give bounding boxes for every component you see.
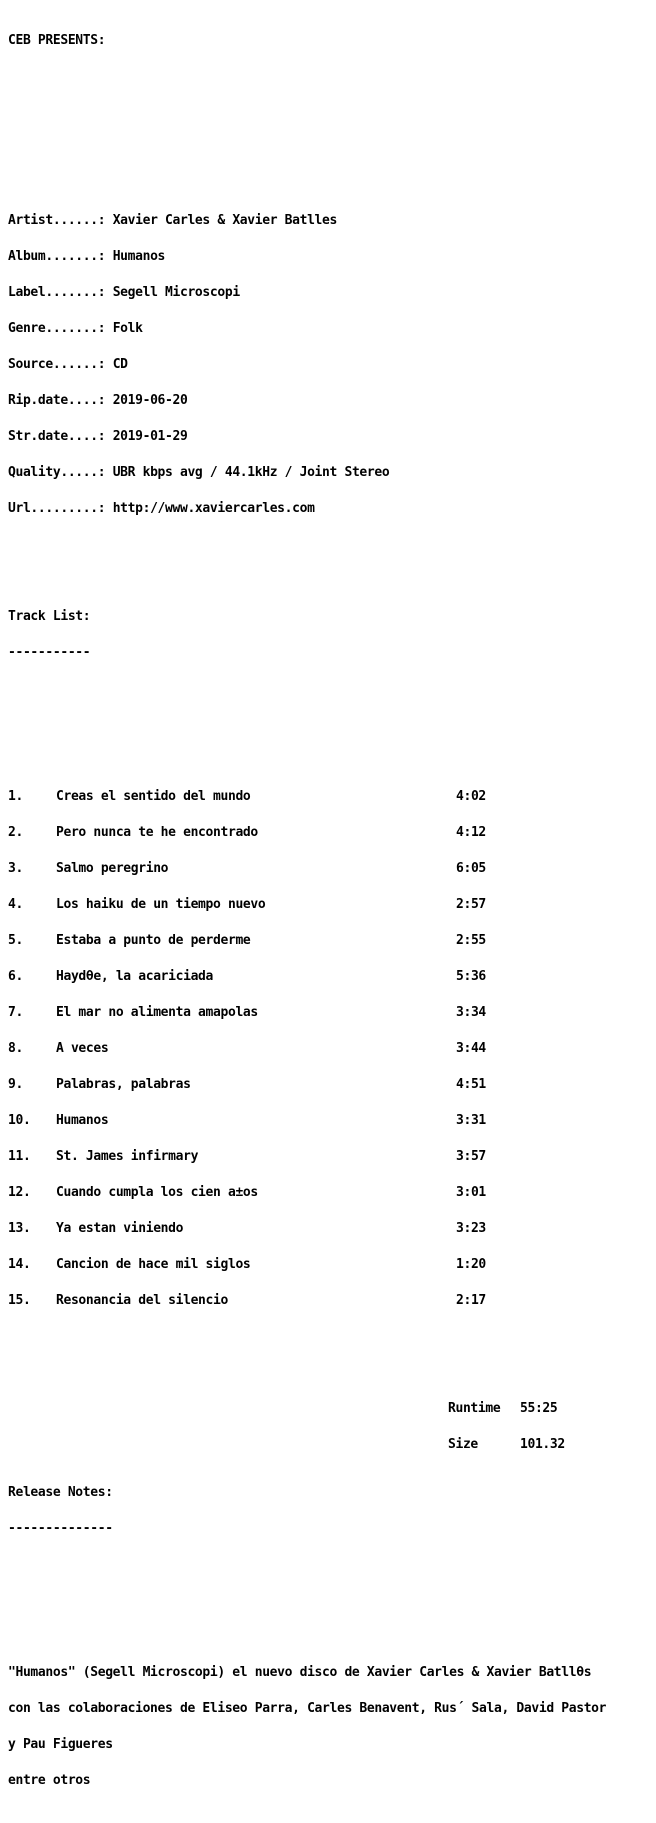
track-row	[8, 971, 606, 983]
track-list	[8, 767, 606, 1331]
info-key: Artist......:	[8, 213, 106, 228]
track-title: Cancion de hace mil siglos	[56, 1257, 251, 1272]
track-row	[8, 935, 606, 947]
track-time: 2:57	[456, 897, 486, 912]
track-number: 11.	[8, 1149, 31, 1164]
track-title: Creas el sentido del mundo	[56, 789, 251, 804]
info-key: Genre.......:	[8, 321, 106, 336]
runtime-value: 55:25	[520, 1401, 558, 1416]
info-row-str-date	[8, 431, 606, 443]
info-key: Album.......:	[8, 249, 106, 264]
release-note-line: con las colaboraciones de Eliseo Parra, Carles Benavent, Rus´ Sala, David Pastor	[8, 1701, 607, 1716]
track-number: 14.	[8, 1257, 31, 1272]
track-number: 8.	[8, 1041, 23, 1056]
header-title: CEB PRESENTS:	[8, 33, 106, 48]
track-row	[8, 791, 606, 803]
nfo-document	[8, 11, 606, 1823]
track-row	[8, 1079, 606, 1091]
info-value: UBR kbps avg / 44.1kHz / Joint Stereo	[112, 465, 390, 480]
track-time: 3:44	[456, 1041, 486, 1056]
size-value: 101.32	[520, 1437, 565, 1452]
track-number: 6.	[8, 969, 23, 984]
info-key: Source......:	[8, 357, 106, 372]
track-number: 9.	[8, 1077, 23, 1092]
track-title: A veces	[56, 1041, 109, 1056]
spacer	[8, 719, 606, 731]
track-title: Pero nunca te he encontrado	[56, 825, 258, 840]
info-value: 2019-01-29	[112, 429, 188, 444]
spacer	[8, 143, 606, 155]
spacer	[8, 1559, 606, 1571]
track-time: 2:55	[456, 933, 486, 948]
track-number: 7.	[8, 1005, 23, 1020]
track-title: Cuando cumpla los cien a±os	[56, 1185, 258, 1200]
size-label: Size	[448, 1437, 478, 1452]
info-row-artist	[8, 215, 606, 227]
track-time: 3:57	[456, 1149, 486, 1164]
release-notes-heading: Release Notes:	[8, 1485, 113, 1500]
info-key: Label.......:	[8, 285, 106, 300]
info-value: Segell Microscopi	[112, 285, 240, 300]
info-value: Humanos	[112, 249, 166, 264]
info-row-url	[8, 503, 606, 515]
release-notes-body	[8, 1643, 606, 1811]
track-number: 5.	[8, 933, 23, 948]
track-row	[8, 1187, 606, 1199]
track-row	[8, 1043, 606, 1055]
release-notes-underline: --------------	[8, 1521, 113, 1536]
track-row	[8, 1223, 606, 1235]
track-title: St. James infirmary	[56, 1149, 199, 1164]
track-time: 4:02	[456, 789, 486, 804]
info-value: Xavier Carles & Xavier Batlles	[112, 213, 337, 228]
track-time: 6:05	[456, 861, 486, 876]
track-time: 4:12	[456, 825, 486, 840]
track-time: 3:31	[456, 1113, 486, 1128]
track-time: 1:20	[456, 1257, 486, 1272]
track-time: 3:34	[456, 1005, 486, 1020]
spacer	[8, 71, 606, 83]
track-row	[8, 1151, 606, 1163]
info-value: Folk	[112, 321, 143, 336]
runtime-label: Runtime	[448, 1401, 501, 1416]
track-number: 13.	[8, 1221, 31, 1236]
info-row-genre	[8, 323, 606, 335]
track-number: 15.	[8, 1293, 31, 1308]
info-row-source	[8, 359, 606, 371]
info-key: Quality.....:	[8, 465, 106, 480]
track-title: Los haiku de un tiempo nuevo	[56, 897, 266, 912]
track-title: Humanos	[56, 1113, 109, 1128]
track-number: 10.	[8, 1113, 31, 1128]
info-block	[8, 191, 606, 539]
track-row	[8, 899, 606, 911]
track-title: Haydθe, la acariciada	[56, 969, 214, 984]
info-key: Str.date....:	[8, 429, 106, 444]
runtime-row	[8, 1403, 606, 1415]
track-number: 2.	[8, 825, 23, 840]
track-row	[8, 827, 606, 839]
release-note-line: entre otros	[8, 1773, 91, 1788]
tracklist-underline: -----------	[8, 645, 91, 660]
info-key: Url.........:	[8, 501, 106, 516]
spacer	[8, 575, 606, 587]
track-number: 1.	[8, 789, 23, 804]
info-value: CD	[112, 357, 128, 372]
track-time: 3:23	[456, 1221, 486, 1236]
track-number: 3.	[8, 861, 23, 876]
track-title: Salmo peregrino	[56, 861, 169, 876]
info-value: 2019-06-20	[112, 393, 188, 408]
track-title: Estaba a punto de perderme	[56, 933, 251, 948]
info-key: Rip.date....:	[8, 393, 106, 408]
track-number: 12.	[8, 1185, 31, 1200]
track-time: 2:17	[456, 1293, 486, 1308]
release-note-line: y Pau Figueres	[8, 1737, 113, 1752]
spacer	[8, 1367, 606, 1379]
track-number: 4.	[8, 897, 23, 912]
track-row	[8, 1115, 606, 1127]
tracklist-heading: Track List:	[8, 609, 91, 624]
track-title: Palabras, palabras	[56, 1077, 191, 1092]
track-row	[8, 1007, 606, 1019]
spacer	[8, 1595, 606, 1607]
track-title: Resonancia del silencio	[56, 1293, 228, 1308]
spacer	[8, 683, 606, 695]
track-row	[8, 863, 606, 875]
info-row-rip-date	[8, 395, 606, 407]
track-time: 4:51	[456, 1077, 486, 1092]
track-title: El mar no alimenta amapolas	[56, 1005, 258, 1020]
info-row-label	[8, 287, 606, 299]
spacer	[8, 107, 606, 119]
info-row-album	[8, 251, 606, 263]
track-time: 3:01	[456, 1185, 486, 1200]
info-row-quality	[8, 467, 606, 479]
info-value: http://www.xaviercarles.com	[112, 501, 315, 516]
track-row	[8, 1295, 606, 1307]
release-note-line: "Humanos" (Segell Microscopi) el nuevo disco de Xavier Carles & Xavier Batllθs	[8, 1665, 592, 1680]
size-row	[8, 1439, 606, 1451]
track-title: Ya estan viniendo	[56, 1221, 184, 1236]
track-time: 5:36	[456, 969, 486, 984]
track-row	[8, 1259, 606, 1271]
